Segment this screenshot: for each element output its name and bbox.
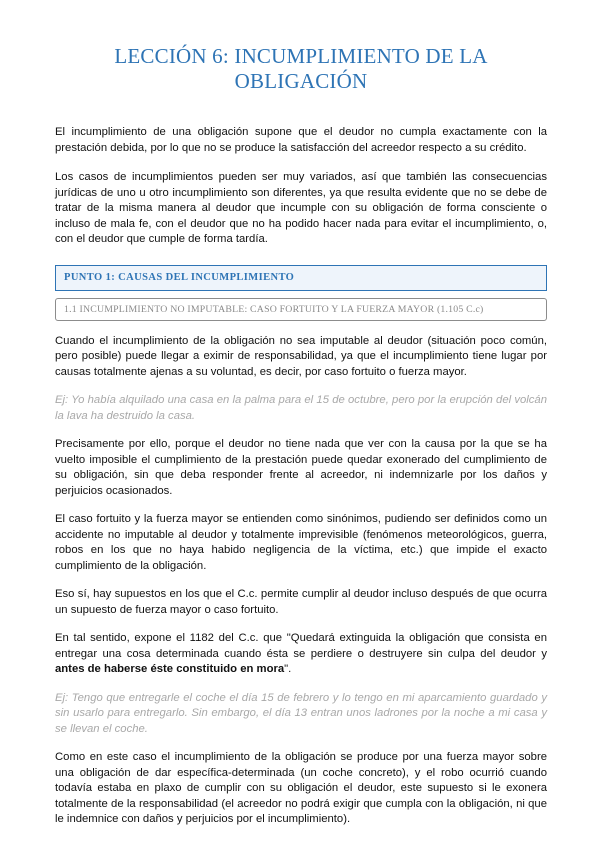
example-1: Ej: Yo había alquilado una casa en la palma para el 15 de octubre, pero por la erupción del volcán la lava ha destruido la casa. [55, 394, 547, 422]
page-title: LECCIÓN 6: INCUMPLIMIENTO DE LA OBLIGACIÓN [114, 44, 488, 93]
example-2: Ej: Tengo que entregarle el coche el día 15 de febrero y lo tengo en mi aparcamiento guardado y sin usarlo para entregarlo. Sin embargo, el día 13 entran unos ladrones por la noche a mi casa y se llevan el coche. [55, 691, 547, 735]
body-paragraph-4: Eso sí, hay supuestos en los que el C.c. permite cumplir al deudor incluso después de que ocurra un supuesto de fuerza mayor o caso fortuito. [55, 588, 547, 616]
quote-bold: antes de haberse éste constituido en mora [55, 663, 285, 675]
body-paragraph-5 [55, 631, 547, 678]
body-paragraph-2: Precisamente por ello, porque el deudor no tiene nada que ver con la causa por la que se ha vuelto imposible el cumplimiento de la prestación puede quedar exonerado del cumplimiento de su obligación, sin que deba responder frente al acreedor, ni indemnizarle por los daños y perjuicios ocasionados. [55, 438, 547, 497]
quote-start: En tal sentido, expone el 1182 del C.c. que "Quedará extinguida la obligación que consista en entregar una cosa determinada cuando ésta se perdiere o destruyere sin culpa del deudor y [55, 632, 547, 660]
quote-end: ". [284, 663, 292, 675]
subsection-heading: 1.1 INCUMPLIMIENTO NO IMPUTABLE: CASO FORTUITO Y LA FUERZA MAYOR (1.105 C.c) [55, 298, 547, 321]
section-heading: PUNTO 1: CAUSAS DEL INCUMPLIMIENTO [55, 265, 547, 291]
body-paragraph-3: El caso fortuito y la fuerza mayor se entienden como sinónimos, pudiendo ser definidos como un accidente no imputable al deudor y totalmente imprevisible (fenómenos meteorológicos, guerra, robos en los que no haya habido negligencia de la víctima, etc.) que impide el exacto cumplimiento de la obligación. [55, 513, 547, 572]
intro-paragraph-2: Los casos de incumplimientos pueden ser muy variados, así que también las consecuencias jurídicas de uno u otro incumplimiento son diferentes, ya que resulta evidente que no se debe de tratar de la misma manera al deudor que incumple con su obligación de forma consciente o incluso de mala fe, con el deudor que no ha podido hacer nada para evitar el incumplimiento, o, con el deudor que cumple de forma tardía. [55, 171, 547, 245]
body-paragraph-6: Como en este caso el incumplimiento de la obligación se produce por una fuerza mayor sobre una obligación de dar específica-determinada (un coche concreto), y el robo ocurrió cuando todavía estaba en plaxo de cumplir con su obligación el deudor, este supuesto si le exonera totalmente de la responsabilidad (el acreedor no podrá exigir que cumpla con la obligación, ni que le indemnice con daños y perjuicios por el incumplimiento). [55, 751, 547, 825]
intro-paragraph-1: El incumplimiento de una obligación supone que el deudor no cumpla exactamente con la prestación debida, por lo que no se produce la satisfacción del acreedor respecto a su crédito. [55, 126, 547, 154]
body-paragraph-1: Cuando el incumplimiento de la obligación no sea imputable al deudor (situación poco común, pero posible) puede llegar a eximir de responsabilidad, ya que el incumplimiento tiene lugar por causas totalmente ajenas a su voluntad, es decir, por caso fortuito o fuerza mayor. [55, 334, 547, 378]
